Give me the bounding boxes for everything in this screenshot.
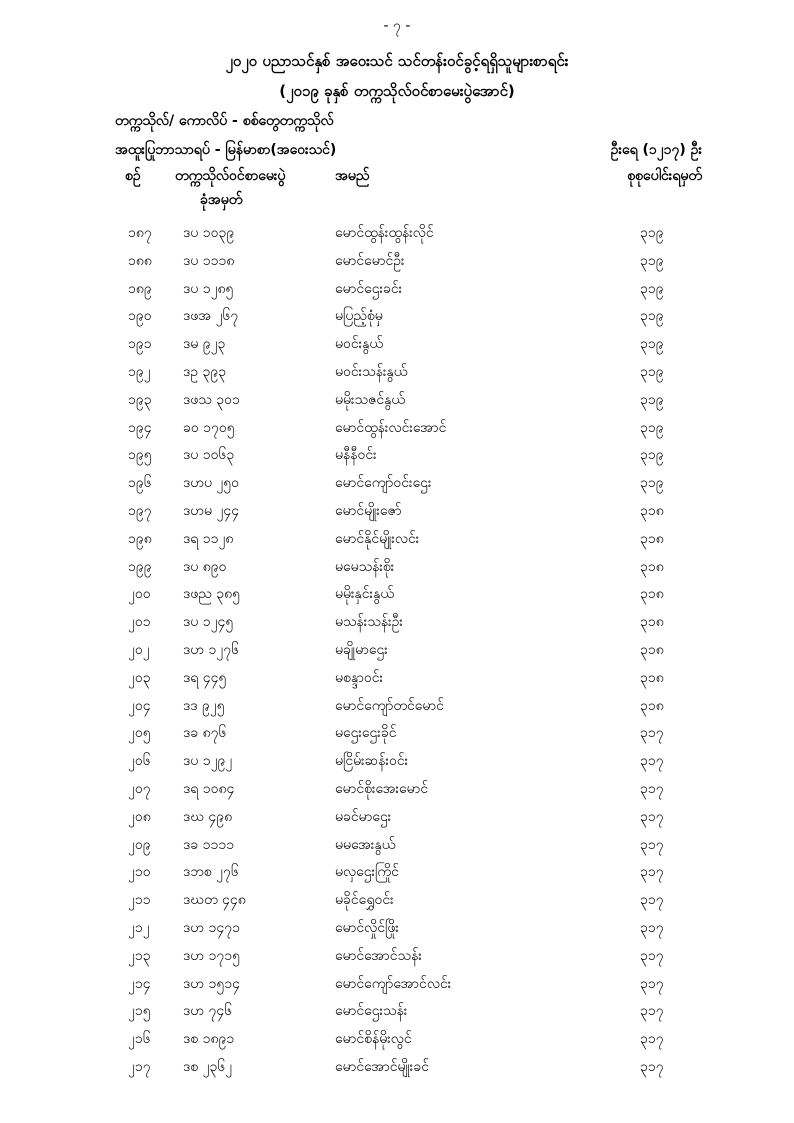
total-score: ၃၁၇ xyxy=(640,808,664,825)
roll-number: ဒဒ ၉၂၅ xyxy=(183,697,225,714)
serial-number: ၁၉၇ xyxy=(128,502,152,519)
student-name: မနီနီဝင်း xyxy=(335,447,377,464)
total-score: ၃၁၉ xyxy=(640,252,664,269)
serial-number: ၂၀၂ xyxy=(128,641,150,658)
total-score: ၃၁၈ xyxy=(640,558,664,575)
student-name: မောင်မျိုးဇော် xyxy=(335,502,402,519)
table-row xyxy=(0,581,794,609)
serial-number: ၁၉၉ xyxy=(128,558,152,575)
table-row xyxy=(0,1026,794,1054)
total-score: ၃၁၈ xyxy=(640,669,664,686)
table-row xyxy=(0,915,794,943)
serial-number: ၁၉၈ xyxy=(128,530,152,547)
header-roll-number-line-2: ခုံအမှတ် xyxy=(200,192,243,208)
table-row xyxy=(0,1054,794,1082)
student-name: မောင်ထွန်းလင်းအောင် xyxy=(335,419,447,436)
serial-number: ၂၁၂ xyxy=(128,919,150,936)
page-number: - ၇ - xyxy=(383,18,411,34)
total-count: ဦးရေ (၁၂၁၇) ဦး xyxy=(610,142,702,158)
total-score: ၃၁၇ xyxy=(640,1003,664,1020)
roll-number: ဒပ ၁၁၁၈ xyxy=(183,252,235,269)
table-row xyxy=(0,748,794,776)
total-score: ၃၁၇ xyxy=(640,1058,664,1075)
roll-number: ဒရ ၄၄၅ xyxy=(183,669,227,686)
roll-number: ဒဘစ ၂၇၆ xyxy=(183,864,239,881)
table-row xyxy=(0,665,794,693)
table-row xyxy=(0,832,794,860)
student-name: မမေသန်းစိုး xyxy=(335,558,395,575)
document-title: ၂၀၂၀ ပညာသင်နှစ် အဝေးသင် သင်တန်းဝင်ခွင့်ရရှိသူများစာရင်း xyxy=(225,52,569,70)
table-row xyxy=(0,887,794,915)
roll-number: ဒစ ၂၃၆၂ xyxy=(183,1058,233,1075)
total-score: ၃၁၇ xyxy=(640,725,664,742)
serial-number: ၂၀၁ xyxy=(128,614,151,631)
student-name: မမိုးသဇင်နွယ် xyxy=(335,391,405,408)
document-subtitle: (၂၀၁၉ ခုနှစ် တက္ကသိုလ်ဝင်စာမေးပွဲအောင်) xyxy=(279,82,515,100)
student-name: မမအေးနွယ် xyxy=(335,836,396,853)
roll-number: ဒပ ၈၉၀ xyxy=(183,558,227,575)
roll-number: ဒဟ ၁၇၁၅ xyxy=(183,947,240,964)
student-name: မောင်လှိုင်ဖြိုး xyxy=(335,919,399,936)
table-row xyxy=(0,498,794,526)
student-name: မောင်စိုးအေးမောင် xyxy=(335,780,429,797)
total-score: ၃၁၉ xyxy=(640,225,664,241)
total-score: ၃၁၉ xyxy=(640,475,664,492)
serial-number: ၂၁၃ xyxy=(128,947,151,964)
student-name: မပြည့်စုံမှ xyxy=(335,308,383,325)
table-row xyxy=(0,943,794,971)
roll-number: ဒရ ၁၀၈၄ xyxy=(183,780,235,797)
roll-number: ဒဖသ ၃၀၁ xyxy=(183,391,240,408)
serial-number: ၂၁၀ xyxy=(128,864,151,881)
roll-number: ဒဃတ ၄၄၈ xyxy=(183,892,246,909)
total-score: ၃၁၉ xyxy=(640,336,664,353)
serial-number: ၁၉၀ xyxy=(128,308,152,325)
student-name: မခင်မာဌေး xyxy=(335,808,392,825)
roll-number: ဒဟပ ၂၅၀ xyxy=(183,475,240,492)
roll-number: ဒဟ ၁၅၁၄ xyxy=(183,975,240,992)
total-score: ၃၁၇ xyxy=(640,1031,664,1048)
student-name: မဌေးဌေးခိုင် xyxy=(335,725,397,742)
serial-number: ၂၀၃ xyxy=(128,669,151,686)
student-name: မောင်ဌေးသန်း xyxy=(335,1003,408,1020)
table-row xyxy=(0,971,794,999)
serial-number: ၂၁၇ xyxy=(128,1058,151,1075)
serial-number: ၁၉၂ xyxy=(128,363,151,380)
student-name: မောင်ကျော်ဝင်းဌေး xyxy=(335,475,432,492)
table-row xyxy=(0,276,794,304)
total-score: ၃၁၉ xyxy=(640,363,664,380)
serial-number: ၂၀၅ xyxy=(128,725,151,742)
serial-number: ၂၁၅ xyxy=(128,1003,151,1020)
table-row xyxy=(0,331,794,359)
student-name: မောင်အောင်မျိုးခင် xyxy=(335,1058,429,1075)
serial-number: ၂၀၉ xyxy=(128,836,151,853)
student-name: မငြိမ်းဆန်းဝင်း xyxy=(335,753,409,770)
table-row xyxy=(0,804,794,832)
roll-number: ဒပ ၁၂၄၅ xyxy=(183,614,234,631)
student-name: မောင်နိုင်မျိုးလင်း xyxy=(335,530,420,547)
table-row xyxy=(0,220,794,248)
total-score: ၃၁၇ xyxy=(640,864,664,881)
serial-number: ၁၈၈ xyxy=(128,252,152,269)
roll-number: ဒဟ ၇၄၆ xyxy=(183,1003,233,1020)
total-score: ၃၁၈ xyxy=(640,586,664,603)
student-name: မောင်ကျော်အောင်လင်း xyxy=(335,975,452,992)
student-name: မစန္ဒာဝင်း xyxy=(335,669,384,686)
university-line: တက္ကသိုလ်/ ကောလိပ် - စစ်တွေတက္ကသိုလ် xyxy=(115,113,334,129)
student-name: မမိုးနှင်းနွယ် xyxy=(335,586,394,603)
roll-number: ဒပ ၁၀၃၉ xyxy=(183,225,235,241)
serial-number: ၂၀၈ xyxy=(128,808,151,825)
table-row xyxy=(0,720,794,748)
serial-number: ၂၀၀ xyxy=(128,586,151,603)
results-table xyxy=(0,220,794,1082)
total-score: ၃၁၉ xyxy=(640,308,664,325)
total-score: ၃၁၉ xyxy=(640,447,664,464)
header-roll-number: တက္ကသိုလ်ဝင်စာမေးပွဲ xyxy=(175,168,286,184)
table-row xyxy=(0,415,794,443)
serial-number: ၁၈၇ xyxy=(128,225,152,241)
serial-number: ၂၁၆ xyxy=(128,1031,151,1048)
roll-number: ဒပ ၁၀၆၃ xyxy=(183,447,235,464)
total-score: ၃၁၉ xyxy=(640,419,664,436)
roll-number: ဒပ ၁၂၈၅ xyxy=(183,280,234,297)
total-score: ၃၁၇ xyxy=(640,919,664,936)
serial-number: ၂၀၆ xyxy=(128,753,151,770)
student-name: မချိုမာဌေး xyxy=(335,641,388,658)
total-score: ၃၁၈ xyxy=(640,614,664,631)
student-name: မခိုင်ရွှေဝင်း xyxy=(335,892,394,909)
table-row xyxy=(0,859,794,887)
serial-number: ၁၉၃ xyxy=(128,391,152,408)
roll-number: ဒဖအ ၂၆၇ xyxy=(183,308,239,325)
roll-number: ဒဟမ ၂၄၄ xyxy=(183,502,240,519)
serial-number: ၁၉၅ xyxy=(128,447,152,464)
roll-number: ဒဥ ၃၉၃ xyxy=(183,363,227,380)
serial-number: ၁၈၉ xyxy=(128,280,152,297)
table-row xyxy=(0,554,794,582)
student-name: မဝင်းသန်းနွယ် xyxy=(335,363,408,380)
table-row xyxy=(0,637,794,665)
roll-number: ဒရ ၁၁၂၈ xyxy=(183,530,234,547)
total-score: ၃၁၇ xyxy=(640,947,664,964)
table-row xyxy=(0,387,794,415)
table-row xyxy=(0,609,794,637)
header-serial: စဉ် xyxy=(125,168,141,184)
roll-number: ဒဟ ၁၂၇၆ xyxy=(183,641,239,658)
student-name: မောင်ကျော်တင်မောင် xyxy=(335,697,444,714)
header-name: အမည် xyxy=(335,168,370,184)
table-row xyxy=(0,303,794,331)
student-name: မောင်အောင်သန်း xyxy=(335,947,422,964)
roll-number: ဒဟ ၁၄၇၁ xyxy=(183,919,240,936)
student-name: မဝင်းနွယ် xyxy=(335,336,384,353)
serial-number: ၁၉၁ xyxy=(128,336,152,353)
serial-number: ၂၁၄ xyxy=(128,975,151,992)
total-score: ၃၁၈ xyxy=(640,697,664,714)
roll-number: ဒဃ ၄၉၈ xyxy=(183,808,233,825)
roll-number: ဒခ ၁၁၁၁ xyxy=(183,836,235,853)
serial-number: ၂၀၇ xyxy=(128,780,151,797)
roll-number: ဒစ ၁၈၉၁ xyxy=(183,1031,235,1048)
total-score: ၃၁၇ xyxy=(640,975,664,992)
table-row xyxy=(0,526,794,554)
total-score: ၃၁၇ xyxy=(640,836,664,853)
total-score: ၃၁၇ xyxy=(640,780,664,797)
roll-number: ဒဖည ၃၈၅ xyxy=(183,586,241,603)
table-row xyxy=(0,998,794,1026)
roll-number: ခဝ ၁၇၀၅ xyxy=(183,419,235,436)
table-row xyxy=(0,248,794,276)
total-score: ၃၁၉ xyxy=(640,391,664,408)
student-name: မသန်းသန်းဦး xyxy=(335,614,403,631)
table-row xyxy=(0,359,794,387)
total-score: ၃၁၈ xyxy=(640,530,664,547)
total-score: ၃၁၈ xyxy=(640,502,664,519)
student-name: မောင်မောင်ဦး xyxy=(335,252,405,269)
major-line: အထူးပြုဘာသာရပ် - မြန်မာစာ(အဝေးသင်) xyxy=(115,142,337,158)
roll-number: ဒမ ၉၂၃ xyxy=(183,336,226,353)
table-row xyxy=(0,442,794,470)
roll-number: ဒပ ၁၂၉၂ xyxy=(183,753,233,770)
total-score: ၃၁၇ xyxy=(640,892,664,909)
serial-number: ၂၁၁ xyxy=(128,892,151,909)
serial-number: ၂၀၄ xyxy=(128,697,151,714)
table-row xyxy=(0,776,794,804)
table-row xyxy=(0,470,794,498)
student-name: မလှဌေးကြိုင် xyxy=(335,864,399,881)
serial-number: ၁၉၄ xyxy=(128,419,152,436)
total-score: ၃၁၉ xyxy=(640,280,664,297)
student-name: မောင်စိန်မိုးလွင် xyxy=(335,1031,412,1048)
total-score: ၃၁၇ xyxy=(640,753,664,770)
student-name: မောင်ဌေးခင်း xyxy=(335,280,403,297)
serial-number: ၁၉၆ xyxy=(128,475,152,492)
header-total-score: စုစုပေါင်းရမှတ် xyxy=(627,168,702,184)
table-row xyxy=(0,693,794,721)
total-score: ၃၁၈ xyxy=(640,641,664,658)
roll-number: ဒခ ၈၇၆ xyxy=(183,725,227,742)
student-name: မောင်ထွန်းထွန်းလိုင် xyxy=(335,225,434,241)
